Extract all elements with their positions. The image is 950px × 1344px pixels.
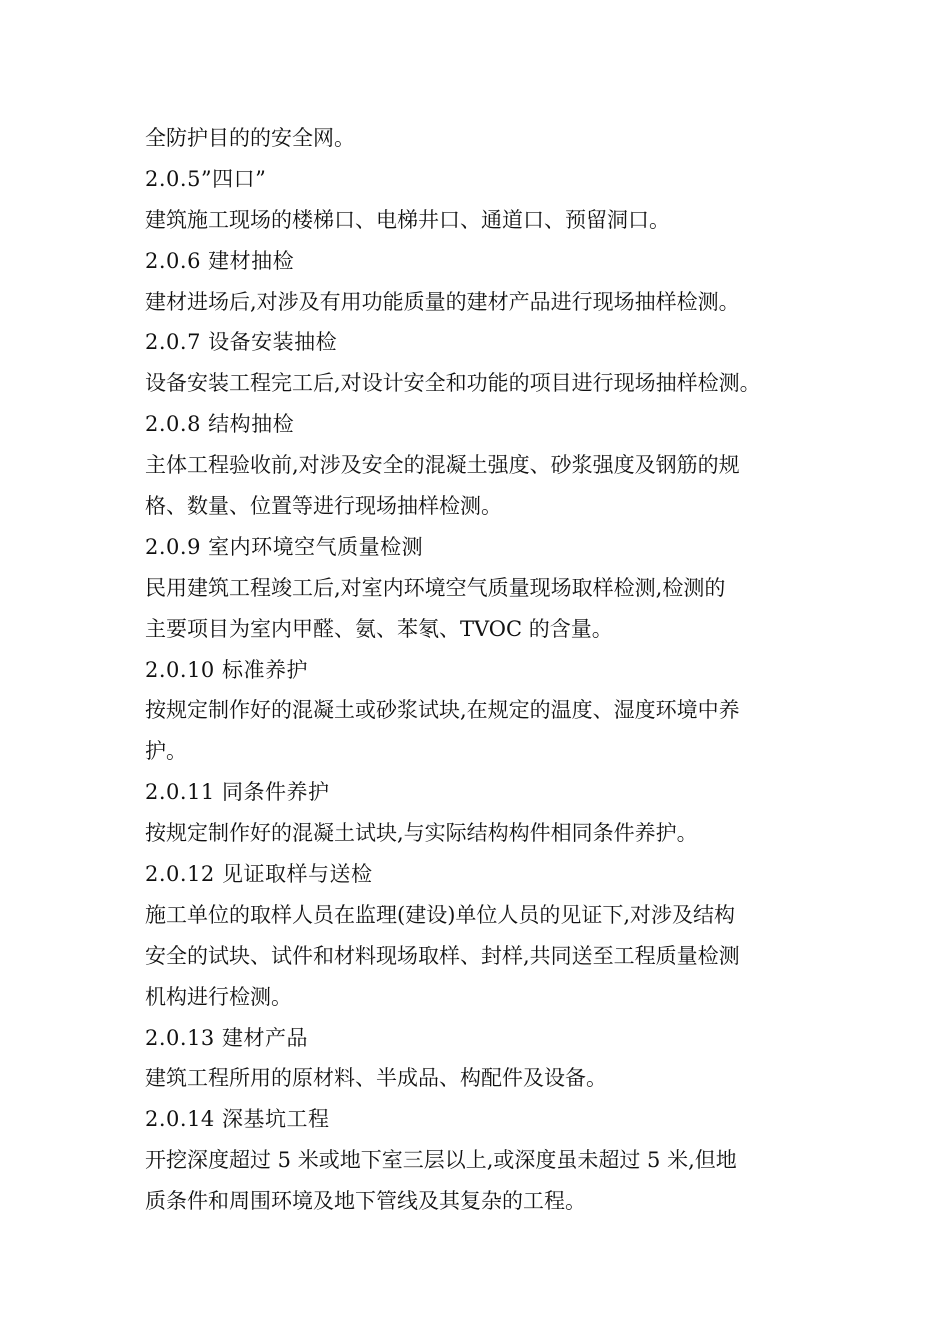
section-heading: 2.0.14 深基坑工程 xyxy=(145,1107,330,1132)
section-heading: 2.0.6 建材抽检 xyxy=(145,248,295,273)
section-heading: 2.0.11 同条件养护 xyxy=(145,780,330,805)
section-heading: 2.0.5”四口” xyxy=(145,166,267,191)
paragraph-line: 机构进行检测。 xyxy=(145,984,292,1009)
paragraph-line: 主要项目为室内甲醛、氨、苯氡、TVOC 的含量。 xyxy=(145,616,613,641)
paragraph-line: 护。 xyxy=(145,739,187,764)
paragraph-line: 建材进场后,对涉及有用功能质量的建材产品进行现场抽样检测。 xyxy=(145,289,740,314)
section-heading: 2.0.12 见证取样与送检 xyxy=(145,862,373,887)
paragraph-line: 设备安装工程完工后,对设计安全和功能的项目进行现场抽样检测。 xyxy=(145,371,761,396)
paragraph-line: 按规定制作好的混凝土试块,与实际结构构件相同条件养护。 xyxy=(145,821,698,846)
paragraph-line: 建筑工程所用的原材料、半成品、构配件及设备。 xyxy=(145,1066,607,1091)
paragraph-line: 全防护目的的安全网。 xyxy=(145,126,355,150)
paragraph-line: 开挖深度超过 5 米或地下室三层以上,或深度虽未超过 5 米,但地 xyxy=(145,1148,737,1173)
paragraph-line: 格、数量、位置等进行现场抽样检测。 xyxy=(145,494,502,519)
section-heading: 2.0.9 室内环境空气质量检测 xyxy=(145,534,424,559)
section-heading: 2.0.7 设备安装抽检 xyxy=(145,330,338,355)
paragraph-line: 主体工程验收前,对涉及安全的混凝土强度、砂浆强度及钢筋的规 xyxy=(145,453,740,478)
paragraph-line: 安全的试块、试件和材料现场取样、封样,共同送至工程质量检测 xyxy=(145,943,740,968)
section-heading: 2.0.10 标准养护 xyxy=(145,657,308,682)
section-heading: 2.0.13 建材产品 xyxy=(145,1025,308,1050)
paragraph-line: 民用建筑工程竣工后,对室内环境空气质量现场取样检测,检测的 xyxy=(145,575,726,600)
document-body xyxy=(145,118,825,1222)
paragraph-line: 质条件和周围环境及地下管线及其复杂的工程。 xyxy=(145,1189,586,1214)
section-heading: 2.0.8 结构抽检 xyxy=(145,412,295,437)
paragraph-line: 按规定制作好的混凝土或砂浆试块,在规定的温度、湿度环境中养 xyxy=(145,698,740,723)
paragraph-line: 施工单位的取样人员在监理(建设)单位人员的见证下,对涉及结构 xyxy=(145,902,736,927)
paragraph-line: 建筑施工现场的楼梯口、电梯井口、通道口、预留洞口。 xyxy=(145,207,670,232)
